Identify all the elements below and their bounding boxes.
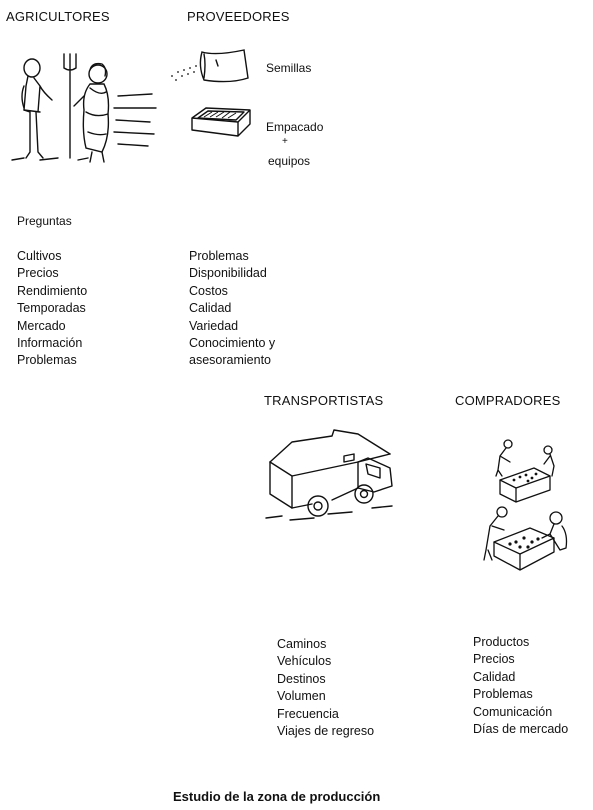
header-proveedores: PROVEEDORES [187,9,290,24]
truck-illustration [262,428,397,528]
compradores-list [473,634,568,738]
farmers-illustration [10,52,160,167]
semillas-label: Semillas [266,61,312,75]
market-buyers-illustration [470,430,580,580]
empacado-label: Empacado [266,120,324,134]
equipos-label: equipos [268,154,311,168]
list-item: Problemas [473,687,533,702]
preguntas-label: Preguntas [17,214,72,228]
packing-crate-icon [190,104,252,138]
list-item: Productos [473,635,530,649]
list-item: Días de mercado [473,722,569,737]
list-item: Conocimiento y [189,336,276,351]
list-item: asesoramiento [189,353,271,368]
list-item: Calidad [473,669,516,684]
list-item: Precios [17,266,59,281]
list-item: Rendimiento [17,283,88,298]
list-item: Caminos [277,637,327,651]
list-item: Cultivos [17,249,62,263]
list-item: Viajes de regreso [277,724,375,739]
proveedores-list [189,248,275,370]
list-item: Costos [189,283,228,298]
transportistas-list [277,636,374,740]
list-item: Comunicación [473,704,553,719]
header-transportistas: TRANSPORTISTAS [264,393,384,408]
header-compradores: COMPRADORES [455,393,561,408]
list-item: Problemas [189,249,249,263]
list-item: Precios [473,652,515,667]
header-agricultores: AGRICULTORES [6,9,110,24]
list-item: Variedad [189,318,239,333]
list-item: Temporadas [17,301,86,316]
list-item: Destinos [277,671,326,686]
list-item: Información [17,336,83,351]
list-item: Disponibilidad [189,266,267,281]
agricultores-list [17,248,87,370]
list-item: Frecuencia [277,706,339,721]
list-item: Mercado [17,318,66,333]
list-item: Volumen [277,689,326,704]
list-item: Problemas [17,353,77,368]
list-item: Calidad [189,301,232,316]
plus-label: + [282,136,288,147]
figure-caption: Estudio de la zona de producción [173,789,381,804]
list-item: Vehículos [277,654,332,669]
seed-bag-icon [160,46,250,86]
